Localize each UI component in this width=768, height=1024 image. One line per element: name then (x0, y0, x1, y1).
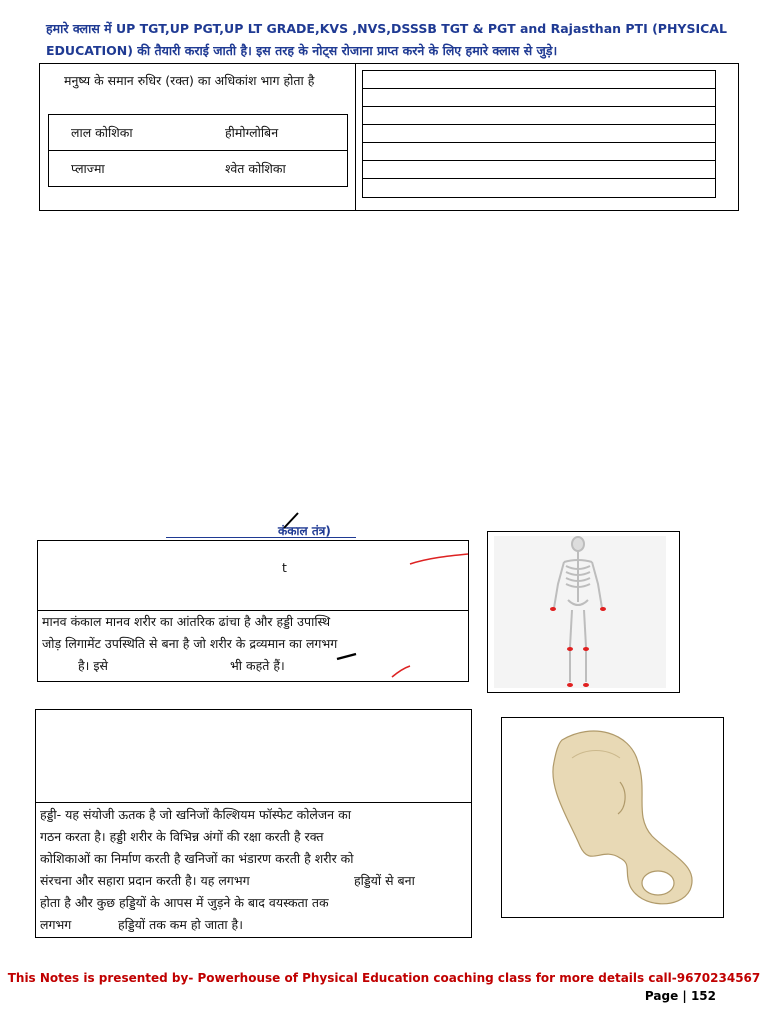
bone-line-4b: हड्डियों से बना (354, 873, 415, 888)
skeleton-figure-icon (488, 532, 679, 692)
option-a: लाल कोशिका (71, 125, 133, 140)
table-divider (49, 150, 347, 151)
bone-line-2: गठन करता है। हड्डी शरीर के विभिन्न अंगों की रक्षा करती है रक्त (40, 829, 324, 844)
skeleton-line-2: जोड़ लिगामेंट उपस्थिति से बना है जो शरीर के द्रव्यमान का लगभग (42, 636, 338, 651)
pen-underline-mark (336, 651, 358, 661)
hip-bone-icon (502, 718, 723, 917)
bone-line-3: कोशिकाओं का निर्माण करती है खनिजों का भंडारण करती है शरीर को (40, 851, 354, 866)
bone-line-6a: लगभग (40, 917, 72, 932)
bone-box-divider (36, 802, 471, 803)
pen-tick-mark (282, 510, 302, 530)
bone-line-6b: हड्डियों तक कम हो जाता है। (118, 917, 243, 932)
bone-line-1: हड्डी- यह संयोजी ऊतक है जो खनिजों कैल्शियम फॉस्फेट कोलेजन का (40, 807, 351, 822)
header-line-2: EDUCATION) की तैयारी कराई जाती है। इस तरह के नोट्स रोजाना प्राप्त करने के लिए हमारे क्लास से जुड़े। (46, 43, 558, 58)
footer-note: This Notes is presented by- Powerhouse of Physical Education coaching class for more details call-9670234567 (7, 971, 761, 985)
grid-line (363, 106, 715, 107)
page-number: Page | 152 (644, 989, 716, 1003)
grid-line (363, 142, 715, 143)
red-pen-mark (390, 664, 412, 680)
option-d: श्वेत कोशिका (225, 161, 286, 176)
skeleton-image-frame (487, 531, 680, 693)
skeleton-box (37, 540, 469, 682)
grid-line (363, 88, 715, 89)
bone-box (35, 709, 472, 938)
grid-line (363, 124, 715, 125)
section-title: कंकाल तंत्र) (278, 524, 331, 538)
question-box (39, 63, 739, 211)
option-b: हीमोग्लोबिन (225, 125, 279, 140)
bone-line-4a: संरचना और सहारा प्रदान करती है। यह लगभग (40, 873, 250, 888)
bone-line-5: होता है और कुछ हड्डियों के आपस में जुड़ने के बाद वयस्कता तक (40, 895, 329, 910)
stray-letter: t (282, 560, 287, 575)
grid-line (363, 178, 715, 179)
red-pen-mark (408, 550, 470, 570)
skeleton-line-3b: भी कहते हैं। (230, 658, 285, 673)
question-text: मनुष्य के समान रुधिर (रक्त) का अधिकांश भाग होता है (64, 73, 315, 88)
skeleton-line-3a: है। इसे (78, 658, 108, 673)
header-banner (46, 18, 746, 62)
header-line-1: हमारे क्लास में UP TGT,UP PGT,UP LT GRADE,KVS ,NVS,DSSSB TGT & PGT and Rajasthan PTI (PHYSICAL (46, 21, 727, 36)
column-divider (355, 64, 356, 210)
answer-grid (362, 70, 716, 198)
grid-line (363, 160, 715, 161)
hip-bone-image-frame (501, 717, 724, 918)
options-table (48, 114, 348, 187)
option-c: प्लाज्मा (71, 161, 105, 176)
skeleton-line-1: मानव कंकाल मानव शरीर का आंतरिक ढांचा है और हड्डी उपास्थि (42, 614, 331, 629)
